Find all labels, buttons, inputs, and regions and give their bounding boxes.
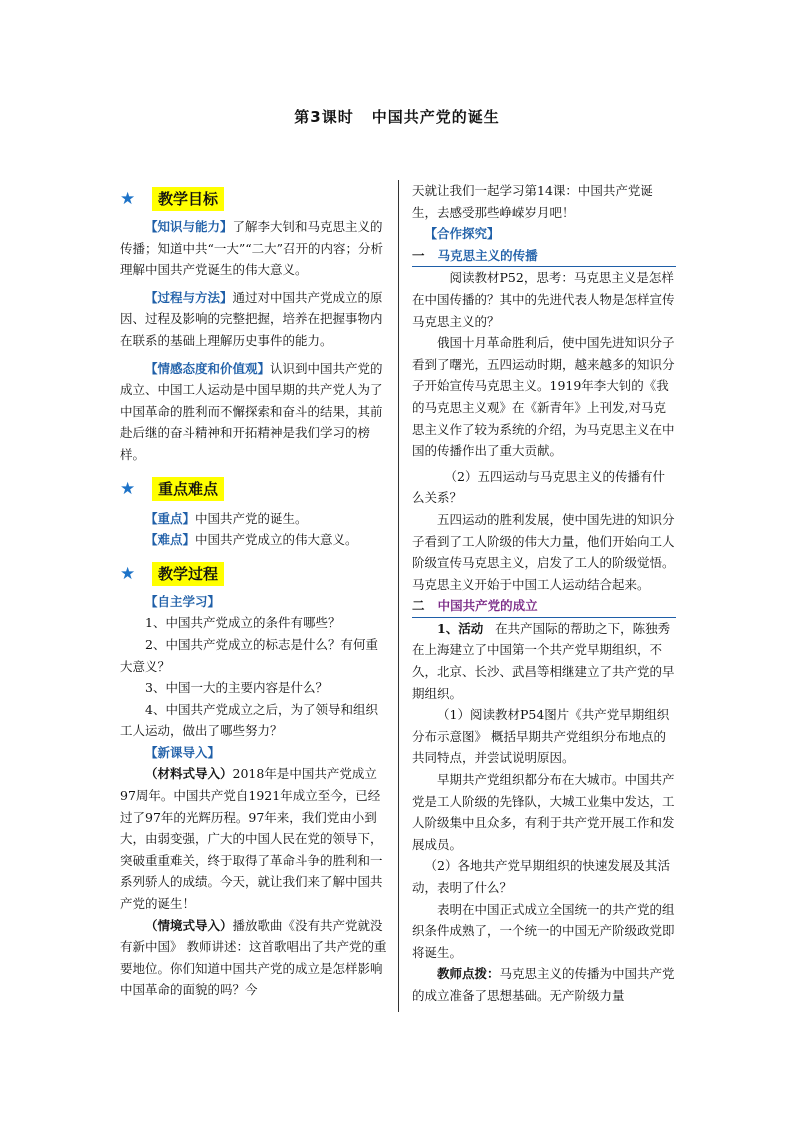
section-2-answer-1: 早期共产党组织都分布在大城市。中国共产党是工人阶级的先锋队，大城工业集中发达，工人阶级集中且众多，有利于共产党开展工作和发展成员。 — [412, 772, 675, 852]
section-1-question-2: （2）五四运动与马克思主义的传播有什么关系？ — [412, 468, 665, 506]
right-column — [412, 180, 676, 1007]
question-1: 1、中国共产党成立的条件有哪些？ — [145, 615, 341, 631]
difficult-point: 【难点】中国共产党成立的伟大意义。 — [145, 532, 358, 548]
page-title — [0, 106, 794, 127]
section-2-answer-2: 表明在中国正式成立全国统一的共产党的组织条件成熟了，一个统一的中国无产阶级政党即将诞生。 — [412, 901, 675, 960]
key-points-heading: ★ 重点难点 — [120, 474, 388, 504]
teacher-tip: 教师点拨：马克思主义的传播为中国共产党的成立准备了思想基础。无产阶级力量 — [412, 966, 675, 1003]
objective-attitude: 【情感态度和价值观】认识到中国共产党的成立、中国工人运动是中国早期的共产党人为了中国革命的胜利而不懈探索和奋斗的结果，其前赴后继的奋斗精神和开拓精神是我们学习的榜样。 — [120, 360, 383, 462]
key-point: 【重点】中国共产党的诞生。 — [145, 510, 308, 526]
intro-heading: 【新课导入】 — [145, 744, 221, 760]
section-1-title: 一 马克思主义的传播 — [412, 245, 676, 268]
section-2-question-1: （1）阅读教材P54图片《共产党早期组织分布示意图》 概括早期共产党组织分布地点的共同特点，并尝试说明原因。 — [412, 707, 670, 766]
star-icon: ★ — [120, 478, 136, 499]
objective-knowledge: 【知识与能力】了解李大钊和马克思主义的传播；知道中共“一大”“二大”召开的内容；分析理解中国共产党诞生的伟大意义。 — [120, 219, 384, 278]
section-2-title: 二 中国共产党的成立 — [412, 595, 676, 618]
intro-continued: 天就让我们一起学习第14课：中国共产党诞生，去感受那些峥嵘岁月吧！ — [412, 183, 653, 220]
cooperation-heading: 【合作探究】 — [424, 226, 500, 242]
column-divider — [398, 180, 399, 1012]
star-icon: ★ — [120, 189, 136, 209]
star-icon: ★ — [120, 563, 136, 584]
section-1-answer: 俄国十月革命胜利后，使中国先进知识分子看到了曙光，五四运动时期，越来越多的知识分子开始宣传马克思主义。1919年李大钊的《我的马克思主义观》在《新青年》上刊发,对马克思主义作了较为系统的介绍，为马克思主义在中国的传播作出了重大贡献。 — [412, 335, 675, 459]
objective-process: 【过程与方法】通过对中国共产党成立的原因、过程及影响的完整把握，培养在把握事物内在联系的基础上理解历史事件的能力。 — [120, 289, 383, 348]
section-2-question-2: （2）各地共产党早期组织的快速发展及其活动，表明了什么？ — [412, 858, 670, 895]
activity-text: 1、活动 在共产国际的帮助之下，陈独秀在上海建立了中国第一个共产党早期组织，不久，北京、长沙、武昌等相继建立了共产党的早期组织。 — [412, 620, 675, 701]
question-2: 2、中国共产党成立的标志是什么？有何重大意义？ — [120, 636, 378, 674]
lesson-topic: 中国共产党的诞生 — [371, 108, 500, 126]
lesson-number: 第3课时 — [294, 108, 354, 126]
scenario-intro: （情境式导入）播放歌曲《没有共产党就没有新中国》 教师讲述：这首歌唱出了共产党的重要地位。你们知道中国共产党的成立是怎样影响中国革命的面貌的吗？今 — [120, 917, 387, 998]
question-4: 4、中国共产党成立之后，为了领导和组织工人运动，做出了哪些努力？ — [120, 701, 378, 739]
objectives-heading: ★ 教学目标 — [120, 184, 388, 214]
process-heading: ★ 教学过程 — [120, 559, 388, 589]
left-column — [120, 180, 388, 1001]
question-3: 3、中国一大的主要内容是什么？ — [145, 680, 328, 696]
section-1-question: 阅读教材P52，思考：马克思主义是怎样在中国传播的？其中的先进代表人物是怎样宣传马克思主义的？ — [412, 270, 675, 329]
material-intro: （材料式导入）2018年是中国共产党成立97周年。中国共产党自1921年成立至今，已经过了97年的光辉历程。97年来，我们党由小到大，由弱变强，广大的中国人民在党的领导下，突破重重难关，终于取得了革命斗争的胜利和一系列骄人的成绩。今天，就让我们来了解中国共产党的诞生！ — [120, 766, 383, 912]
self-study-heading: 【自主学习】 — [145, 593, 221, 609]
section-1-answer-2: 五四运动的胜利发展，使中国先进的知识分子看到了工人阶级的伟大力量，他们开始向工人阶级宣传马克思主义，启发了工人的阶级觉悟。马克思主义开始于中国工人运动结合起来。 — [412, 511, 675, 592]
